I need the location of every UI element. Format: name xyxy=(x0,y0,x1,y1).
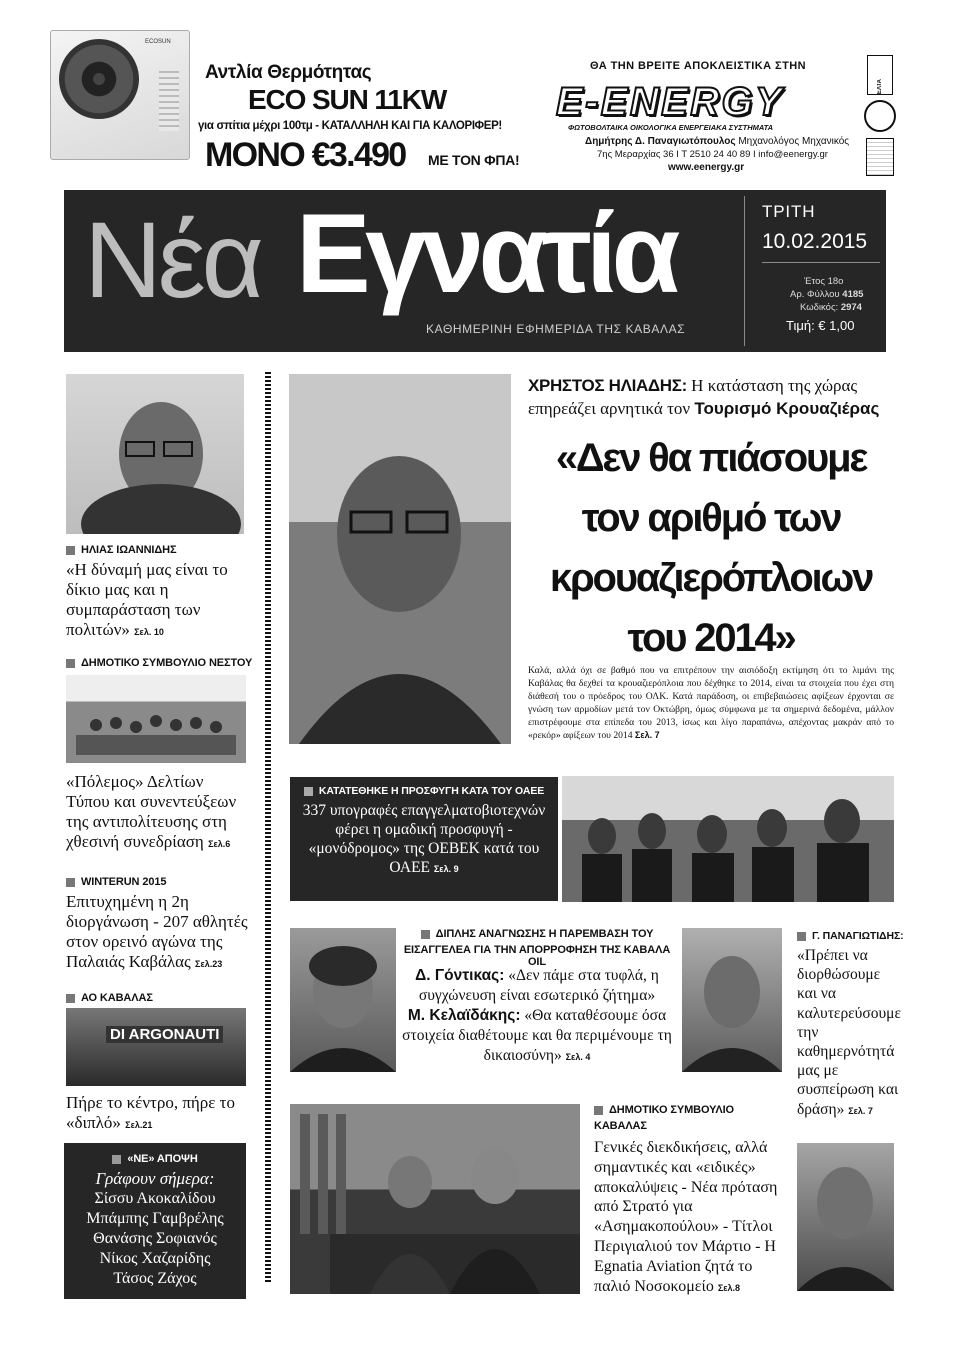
banner-text: DI ARGONAUTI xyxy=(106,1026,223,1043)
issue-code: Κωδικός: 2974 xyxy=(800,302,862,313)
column-divider xyxy=(265,372,271,1282)
oil-kicker: ΔΙΠΛΗΣ ΑΝΑΓΝΩΣΗΣ Η ΠΑΡΕΜΒΑΣΗ ΤΟΥ ΕΙΣΑΓΓΕΛΕΑ ΓΙΑ ΤΗΝ ΑΠΟΡΡΟΦΗΣΗ ΤΗΣ ΚΑΒΑΛΑ OIL xyxy=(403,928,671,968)
photo-kelaidakis xyxy=(682,928,782,1072)
issue-price: Τιμή: € 1,00 xyxy=(786,318,855,333)
oaee-text: 337 υπογραφές επαγγελματοβιοτεχνών φέρει η ομαδική προσφυγή - «μονόδρομος» της ΟΕΒΕΚ κατά του ΟΑΕΕ Σελ. 9 xyxy=(302,802,546,876)
writer-4: Νίκος Χαζαρίδης xyxy=(99,1250,211,1267)
lead-body: Καλά, αλλά όχι σε βαθμό που να επιτρέπουν την αισιόδοξη εκτίμηση ότι το λιμάνι της Καβάλας θα δεχθεί τα κρουαζιερόπλοια που δέχθηκε το 2014, είναι τα στοιχεία που έχει στη διάθεσή του ο πρόεδρος του ΟΛΚ. Κατά παράδοση, οι επιβεβαιώσεις αφίξεων έρχονται σε γνώση των αρμοδίων μετά τον Οκτώβρη, όμως σύμφωνα με τα σημερινά δεδομένα, μάλλον επιστρέφουμε στα επίπεδα του 2013, ίσως και λίγο παραπάνω, απέχοντας μακράν από το «ρεκόρ» αφίξεων του 2014 Σελ. 7 xyxy=(528,665,894,741)
photo-ao-kavala xyxy=(66,1008,246,1086)
ad-product-line1: Αντλία Θερμότητας xyxy=(205,62,372,83)
masthead-title-light: Νέα xyxy=(84,199,260,320)
kicker-kavala-council: ΔΗΜΟΤΙΚΟ ΣΥΜΒΟΥΛΙΟ ΚΑΒΑΛΑΣ xyxy=(594,1104,734,1132)
kicker-ioannidis: ΗΛΙΑΣ ΙΩΑΝΝΙΔΗΣ xyxy=(66,544,177,556)
oaee-kicker: ΚΑΤΑΤΕΘΗΚΕ Η ΠΡΟΣΦΥΓΗ ΚΑΤΑ ΤΟΥ ΟΑΕΕ xyxy=(290,785,558,797)
oil-quotes[interactable]: Δ. Γόντικας: «Δεν πάμε στα τυφλά, η συγχώνευση είναι εσωτερικό ζήτημα» Μ. Κελαϊδάκης: «Θα καταθέσουμε όσα στοιχεία διαθέτουμε και θα περιμένουμε τη δικαιοσύνη» Σελ. 4 xyxy=(402,967,672,1064)
kicker-panagiotidis: Γ. ΠΑΝΑΓΙΩΤΙΔΗΣ: xyxy=(797,930,904,942)
ad-product-desc: για σπίτια μέχρι 100τμ - ΚΑΤΑΛΛΗΛΗ ΚΑΙ ΓΙΑ ΚΑΛΟΡΙΦΕΡ! xyxy=(198,120,502,132)
ad-contact-line: Δημήτρης Δ. Παναγιωτόπουλος Μηχανολόγος Μηχανικός xyxy=(585,136,850,147)
stamp-icon xyxy=(866,138,894,176)
opinion-kicker: «ΝΕ» ΑΠΟΨΗ xyxy=(64,1153,246,1165)
kicker-nestos: ΔΗΜΟΤΙΚΟ ΣΥΜΒΟΥΛΙΟ ΝΕΣΤΟΥ xyxy=(66,657,252,669)
masthead xyxy=(64,190,886,352)
masthead-title-bold: Εγνατία xyxy=(296,191,675,316)
seal-icon xyxy=(864,100,896,132)
ad-banner[interactable] xyxy=(0,0,960,185)
photo-gontikas xyxy=(290,928,396,1072)
ad-product-name: ECO SUN 11KW xyxy=(248,84,447,115)
issue-number: Αρ. Φύλλου 4185 xyxy=(790,289,864,300)
oaee-box[interactable] xyxy=(290,777,558,901)
writer-2: Μπάμπης Γαμβρέλης xyxy=(86,1210,224,1227)
e-energy-logo: E-ENERGY xyxy=(556,80,785,124)
story-winterun[interactable]: Επιτυχημένη η 2η διοργάνωση - 207 αθλητές στον ορεινό αγώνα της Παλαιάς Καβάλας Σελ.23 xyxy=(66,892,248,971)
heat-pump-image xyxy=(50,30,190,160)
logo-tagline: ΦΩΤΟΒΟΛΤΑΙΚΑ ΟΙΚΟΛΟΓΙΚΑ ΕΝΕΡΓΕΙΑΚΑ ΣΥΣΤΗΜΑΤΑ xyxy=(568,123,774,132)
ad-website[interactable]: www.eenergy.gr xyxy=(668,162,745,173)
opinion-box[interactable] xyxy=(64,1143,246,1299)
kicker-winterun: WINTERUN 2015 xyxy=(66,876,166,888)
issue-year: Έτος 18ο xyxy=(804,276,844,287)
story-ao-kavala[interactable]: Πήρε το κέντρο, πήρε το «διπλό» Σελ.21 xyxy=(66,1093,236,1132)
photo-ioannidis xyxy=(66,374,244,534)
photo-panagiotidis xyxy=(797,1143,894,1291)
kicker-ao-kavala: ΑΟ ΚΑΒΑΛΑΣ xyxy=(66,992,153,1004)
unit-brand: ECOSUN xyxy=(145,39,171,45)
masthead-subtitle: ΚΑΘΗΜΕΡΙΝΗ ΕΦΗΜΕΡΙΔΑ ΤΗΣ ΚΑΒΑΛΑΣ xyxy=(426,322,686,336)
writer-5: Τάσος Ζάχος xyxy=(113,1270,197,1287)
opinion-intro: Γράφουν σήμερα: xyxy=(95,1169,215,1188)
elta-badge: ΕΛΤΑ xyxy=(867,55,893,95)
ad-price: ΜΟΝΟ €3.490 xyxy=(205,136,406,174)
photo-oaee-group xyxy=(562,776,894,902)
issue-day: ΤΡΙΤΗ xyxy=(762,202,816,221)
writer-1: Σίσσυ Ακοκαλίδου xyxy=(94,1190,216,1207)
writer-3: Θανάσης Σοφιανός xyxy=(93,1230,217,1247)
ad-find-line: ΘΑ ΤΗΝ ΒΡΕΙΤΕ ΑΠΟΚΛΕΙΣΤΙΚΑ ΣΤΗΝ xyxy=(590,60,807,72)
issue-date: 10.02.2015 xyxy=(762,230,868,253)
story-panagiotidis[interactable]: «Πρέπει να διορθώσουμε και να καλυτερεύσουμε την καθημερνότητά μας με συσπείρωση και δράση» Σελ. 7 xyxy=(797,947,901,1118)
photo-nestos-council xyxy=(66,675,246,763)
story-kavala-council[interactable]: Γενικές διεκδικήσεις, αλλά σημαντικές και «ειδικές» αποκαλύψεις - Νέα πρόταση από Στρατό για «Ασημακοπούλου» - Τίτλοι Περιγιαλιού τον Μάρτιο - Η Egnatia Aviation ζητά το παλιό Νοσοκομείο Σελ.8 xyxy=(594,1139,778,1295)
ad-price-suffix: ΜΕ ΤΟΝ ΦΠΑ! xyxy=(428,152,520,168)
story-ioannidis[interactable]: «Η δύναμή μας είναι το δίκιο μας και η συμπαράσταση των πολιτών» Σελ. 10 xyxy=(66,560,228,639)
photo-kavala-council xyxy=(290,1104,580,1294)
photo-iliadis xyxy=(289,374,511,744)
lead-kicker: ΧΡΗΣΤΟΣ ΗΛΙΑΔΗΣ: Η κατάσταση της χώρας επηρεάζει αρνητικά τον Τουρισμό Κρουαζιέρας xyxy=(528,376,880,418)
lead-headline[interactable]: «Δεν θα πιάσουμε τον αριθμό των κρουαζιερόπλοιων του 2014» xyxy=(549,436,873,660)
story-nestos[interactable]: «Πόλεμος» Δελτίων Τύπου και συνεντεύξεων της αντιπολίτευσης στη χθεσινή συνεδρίαση Σελ.6 xyxy=(66,772,237,851)
ad-contact-address: 7ης Μεραρχίας 36 Ι Τ 2510 24 40 89 Ι info@eenergy.gr xyxy=(597,149,828,160)
